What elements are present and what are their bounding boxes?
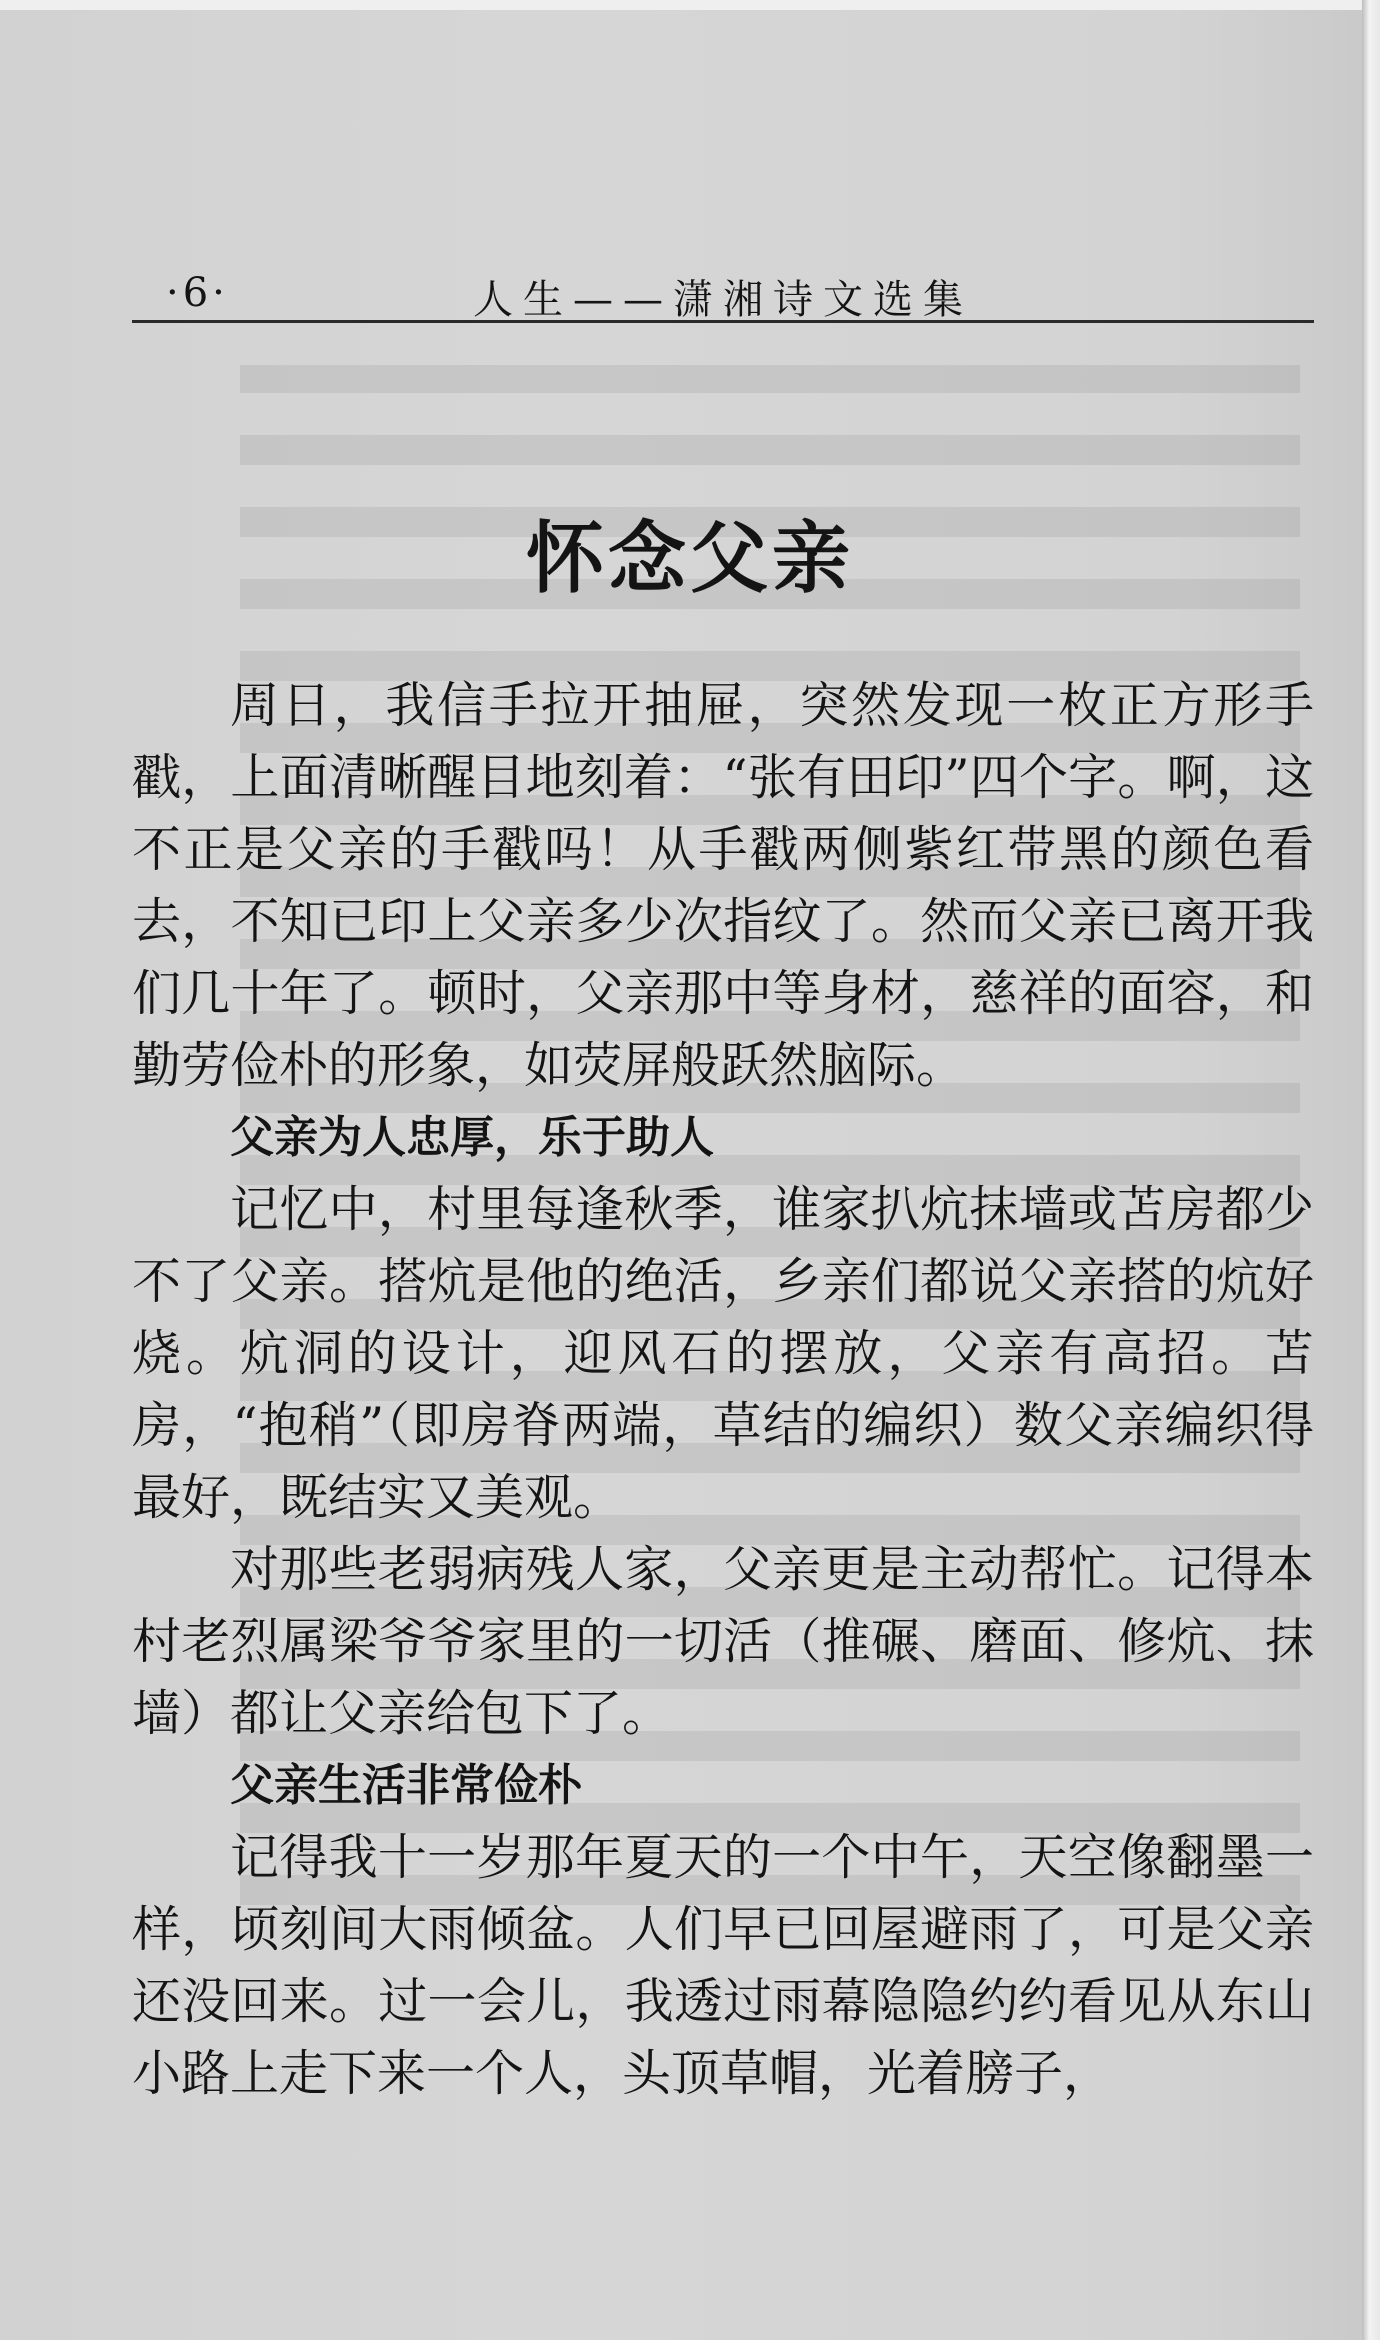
page-top-edge	[0, 0, 1380, 10]
page-right-edge	[1362, 0, 1380, 2340]
paragraph-intro: 周日，我信手拉开抽屉，突然发现一枚正方形手戳，上面清晰醒目地刻着：“张有田印”四个字。啊，这不正是父亲的手戳吗！从手戳两侧紫红带黑的颜色看去，不知已印上父亲多少次指纹了。然而父亲已离开我们几十年了。顿时，父亲那中等身材，慈祥的面容，和勤劳俭朴的形象，如荧屏般跃然脑际。	[132, 677, 1314, 1094]
paragraph-help: 对那些老弱病残人家，父亲更是主动帮忙。记得本村老烈属梁爷爷家里的一切活（推碾、磨面、修炕、抹墙）都让父亲给包下了。	[132, 1541, 1314, 1742]
paragraph-rain: 记得我十一岁那年夏天的一个中午，天空像翻墨一样，顷刻间大雨倾盆。人们早已回屋避雨了，可是父亲还没回来。过一会儿，我透过雨幕隐隐约约看见从东山小路上走下来一个人，头顶草帽，光着膀子，	[132, 1829, 1314, 2102]
book-title: 人生——潇湘诗文选集	[473, 277, 973, 323]
article-title: 怀念父亲	[525, 514, 854, 604]
page-number: ·6·	[166, 270, 229, 316]
section-heading-frugal: 父亲生活非常俭朴	[230, 1760, 582, 1811]
article-body	[132, 670, 1314, 2110]
paragraph-memory: 记忆中，村里每逢秋季，谁家扒炕抹墙或苫房都少不了父亲。搭炕是他的绝活，乡亲们都说父亲搭的炕好烧。炕洞的设计，迎风石的摆放，父亲有高招。苫房，“抱稍”（即房脊两端，草结的编织）数父亲编织得最好，既结实又美观。	[132, 1181, 1314, 1526]
running-header	[132, 262, 1314, 323]
section-heading-kind: 父亲为人忠厚，乐于助人	[230, 1112, 714, 1163]
